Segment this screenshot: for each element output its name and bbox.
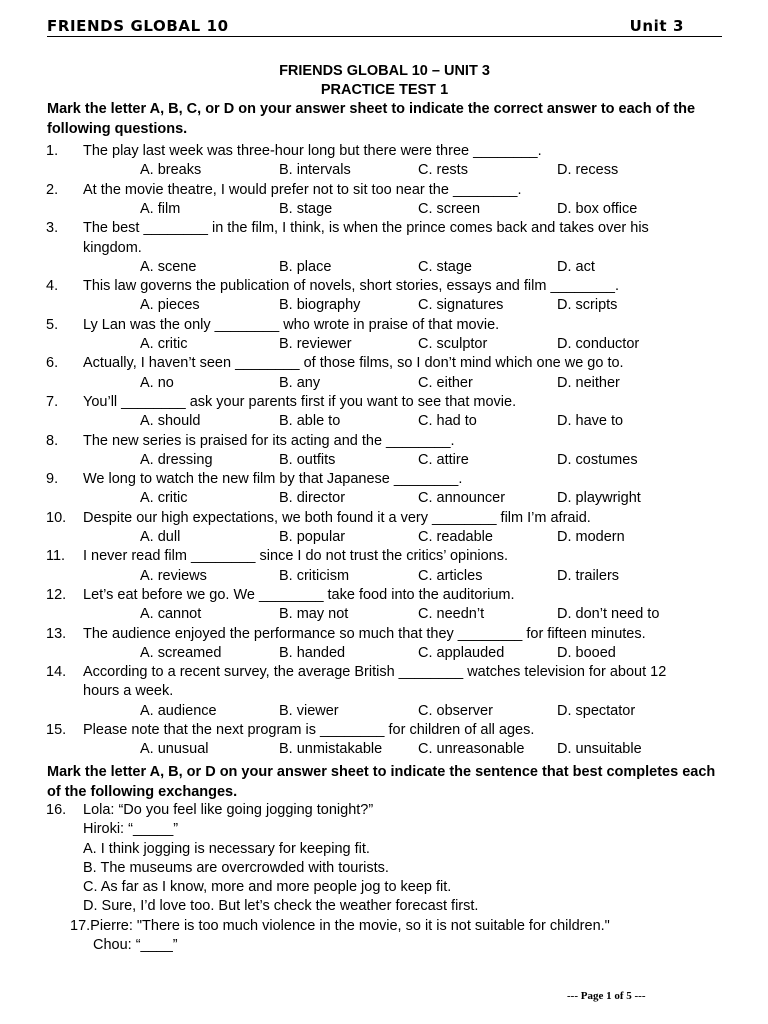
question-number: 7.: [46, 393, 59, 410]
answer-option: C. stage: [418, 258, 472, 275]
question-number: 3.: [46, 220, 59, 237]
question-number: 13.: [46, 625, 67, 642]
question-number: 15.: [46, 722, 67, 738]
question-text: The audience enjoyed the performance so much that they ________ for fifteen minutes.: [83, 625, 646, 642]
answer-option: A. unusual: [140, 741, 209, 758]
answer-option: C. observer: [418, 702, 493, 719]
answer-option: B. intervals: [279, 162, 351, 179]
question-number: 10.: [46, 509, 67, 526]
answer-option: D. neither: [557, 374, 620, 391]
exchange-line: Pierre: "There is too much violence in the movie, so it is not suitable for children.": [90, 918, 610, 934]
question-text: According to a recent survey, the average British ________ watches television for about 12: [83, 664, 667, 681]
question-text: Please note that the next program is ________ for children of all ages.: [83, 722, 535, 738]
answer-option: B. able to: [279, 413, 341, 430]
section2-instruction: Mark the letter A, B, or D on your answer sheet to indicate the sentence that best completes each of the following exchanges.: [47, 764, 716, 800]
answer-option: B. viewer: [279, 702, 339, 719]
header-unit: Unit 3: [629, 17, 684, 35]
answer-option: A. dressing: [140, 451, 213, 468]
answer-option: B. any: [279, 374, 321, 391]
answer-option: D. Sure, I’d love too. But let’s check the weather forecast first.: [83, 898, 479, 914]
answer-option: C. either: [418, 374, 473, 391]
answer-option: A. cannot: [140, 606, 202, 623]
exchange-line: Chou: “____”: [93, 937, 178, 953]
answer-option: D. don’t need to: [557, 606, 660, 623]
question-number: 5.: [46, 316, 59, 333]
section1-instruction: Mark the letter A, B, C, or D on your answer sheet to indicate the correct answer to each of the following questions.: [47, 101, 696, 137]
answer-option: C. had to: [418, 413, 477, 430]
question-number: 9.: [46, 471, 59, 488]
question-17: [70, 918, 610, 934]
answer-option: A. dull: [140, 529, 181, 545]
answer-option: A. film: [140, 200, 181, 217]
answer-option: A. critic: [140, 336, 188, 352]
running-header: [47, 16, 722, 37]
question-number: 12.: [46, 586, 67, 603]
exchange-line: Lola: “Do you feel like going jogging tonight?”: [83, 802, 374, 818]
answer-option: B. handed: [279, 644, 346, 661]
answer-option: A. audience: [140, 702, 217, 719]
test-title: FRIENDS GLOBAL 10 – UNIT 3: [279, 63, 490, 79]
question-number: 6.: [46, 355, 59, 372]
question-number: 14.: [46, 664, 67, 681]
answer-option: B. outfits: [279, 451, 336, 468]
answer-option: A. reviews: [140, 567, 207, 584]
question-text: We long to watch the new film by that Japanese ________.: [83, 471, 463, 488]
question-text: kingdom.: [83, 239, 142, 256]
question-text: hours a week.: [83, 683, 174, 700]
question-text: Ly Lan was the only ________ who wrote in praise of that movie.: [83, 316, 500, 333]
answer-option: D. have to: [557, 413, 624, 430]
question-number: 4.: [46, 278, 59, 295]
answer-option: D. conductor: [557, 336, 640, 352]
answer-option: B. place: [279, 258, 332, 275]
header-book-title: FRIENDS GLOBAL 10: [47, 17, 229, 35]
answer-option: C. applauded: [418, 644, 505, 661]
answer-option: C. screen: [418, 200, 481, 217]
question-text: The play last week was three-hour long but there were three ________.: [83, 143, 542, 159]
question-text: You’ll ________ ask your parents first if you want to see that movie.: [83, 393, 517, 410]
answer-option: C. sculptor: [418, 336, 488, 352]
question-text: Actually, I haven’t seen ________ of those films, so I don’t mind which one we go to.: [83, 355, 624, 372]
question-text: Let’s eat before we go. We ________ take food into the auditorium.: [83, 586, 515, 603]
answer-option: C. unreasonable: [418, 741, 525, 758]
answer-option: D. modern: [557, 529, 625, 545]
page-footer: --- Page 1 of 5 ---: [567, 990, 646, 1002]
question-number: 17.: [70, 918, 91, 934]
answer-option: D. act: [557, 258, 595, 275]
answer-option: C. As far as I know, more and more people jog to keep fit.: [83, 879, 452, 895]
answer-option: B. director: [279, 490, 346, 507]
answer-option: B. popular: [279, 529, 346, 545]
answer-option: D. trailers: [557, 567, 620, 584]
answer-option: C. articles: [418, 567, 483, 584]
question-text: At the movie theatre, I would prefer not to sit too near the ________.: [83, 181, 522, 198]
exchange-line: Hiroki: “_____”: [83, 821, 179, 837]
answer-option: D. spectator: [557, 702, 636, 719]
answer-option: C. rests: [418, 162, 468, 179]
question-text: The new series is praised for its acting and the ________.: [83, 432, 455, 449]
test-subtitle: PRACTICE TEST 1: [320, 82, 449, 98]
answer-option: A. should: [140, 413, 201, 430]
question-number: 1.: [46, 143, 59, 159]
answer-option: B. may not: [279, 606, 349, 623]
question-text: Despite our high expectations, we both found it a very ________ film I’m afraid.: [83, 509, 591, 526]
answer-option: C. needn’t: [418, 606, 485, 623]
question-text: I never read film ________ since I do not trust the critics’ opinions.: [83, 548, 509, 565]
answer-option: A. critic: [140, 490, 188, 507]
answer-option: B. biography: [279, 297, 361, 314]
answer-option: B. reviewer: [279, 336, 352, 352]
answer-option: B. criticism: [279, 567, 350, 584]
answer-option: A. breaks: [140, 162, 202, 179]
answer-option: A. screamed: [140, 644, 222, 661]
answer-option: D. booed: [557, 644, 616, 661]
answer-option: A. I think jogging is necessary for keeping fit.: [83, 841, 370, 857]
answer-option: A. pieces: [140, 297, 200, 314]
answer-option: C. readable: [418, 529, 493, 545]
answer-option: D. recess: [557, 162, 619, 179]
answer-option: D. unsuitable: [557, 741, 642, 758]
answer-option: C. attire: [418, 451, 469, 468]
answer-option: B. stage: [279, 200, 333, 217]
question-number: 11.: [46, 548, 66, 565]
answer-option: D. scripts: [557, 297, 618, 314]
answer-option: C. signatures: [418, 297, 504, 314]
question-text: This law governs the publication of novels, short stories, essays and film ________.: [83, 278, 619, 295]
answer-option: D. costumes: [557, 451, 638, 468]
answer-option: D. playwright: [557, 490, 641, 507]
answer-option: C. announcer: [418, 490, 506, 507]
answer-option: B. unmistakable: [279, 741, 383, 758]
question-number: 8.: [46, 432, 59, 449]
question-number: 16.: [46, 802, 67, 818]
question-number: 2.: [46, 181, 59, 198]
answer-option: A. scene: [140, 258, 197, 275]
question-text: The best ________ in the film, I think, is when the prince comes back and takes over his: [83, 220, 649, 237]
answer-option: B. The museums are overcrowded with tourists.: [83, 860, 389, 876]
answer-option: A. no: [140, 374, 174, 391]
answer-option: D. box office: [557, 200, 638, 217]
